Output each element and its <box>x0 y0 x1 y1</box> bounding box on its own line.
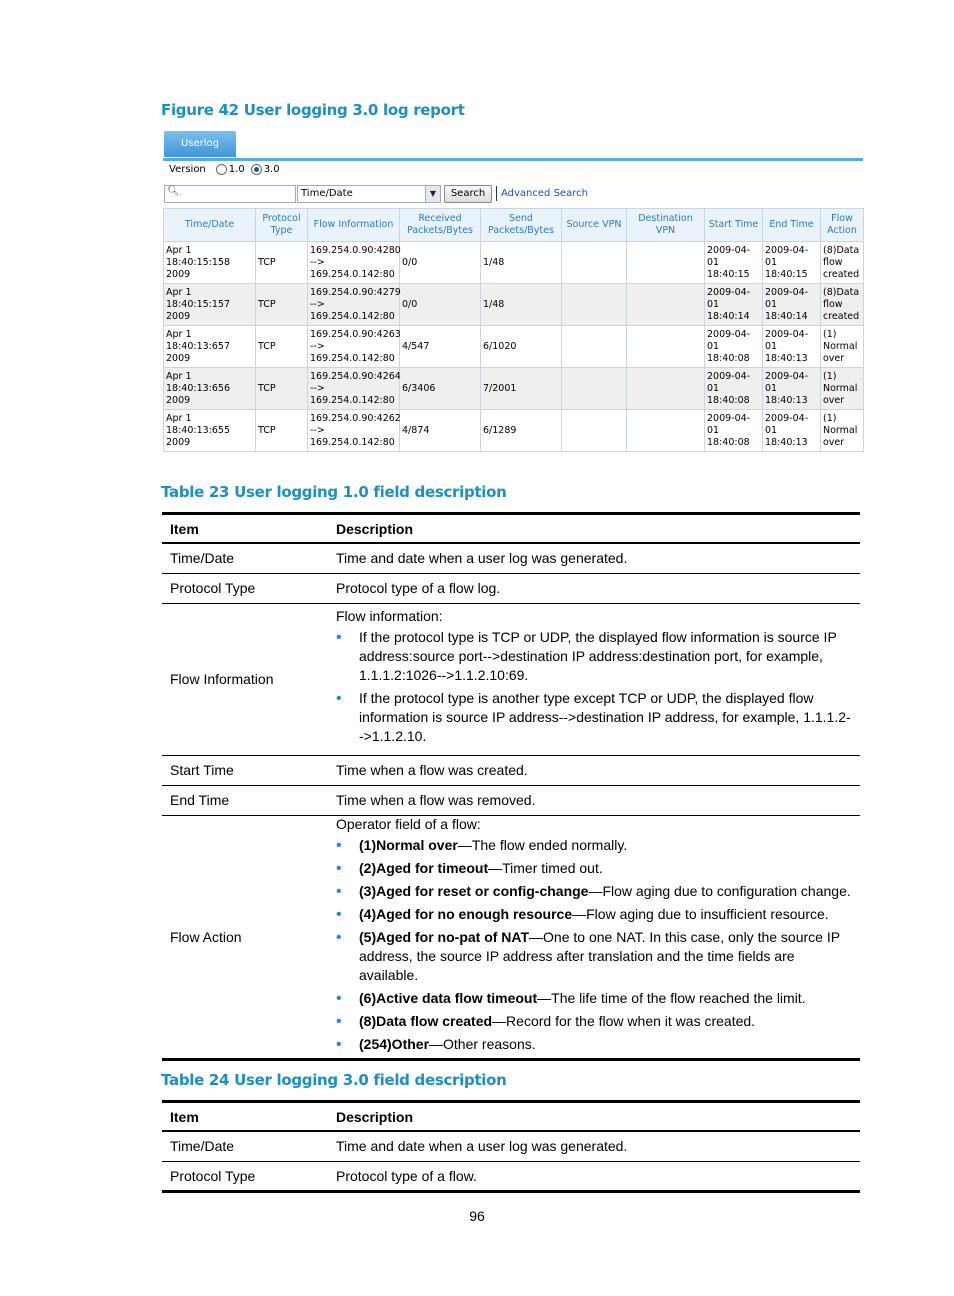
header-item: Item <box>162 1102 328 1132</box>
table-cell: 1/48 <box>481 242 562 284</box>
version-label: Version <box>169 164 206 175</box>
radio-version-3-label: 3.0 <box>263 164 280 175</box>
term: (4)Aged for no enough resource <box>359 905 573 922</box>
table-cell: 6/1289 <box>481 410 562 452</box>
table-row <box>164 242 864 284</box>
description-cell: Protocol type of a flow. <box>328 1161 860 1191</box>
term-text: —One to one NAT. In this case, only the source IP address, the source IP address after translation and the time fields are available. <box>359 928 840 983</box>
table-cell <box>562 326 627 368</box>
table-cell: TCP <box>256 410 308 452</box>
list-item <box>336 882 852 901</box>
column-header[interactable]: Time/Date <box>164 209 256 242</box>
table23 <box>162 512 860 1061</box>
table-cell: 2009-04-01 18:40:13 <box>763 326 821 368</box>
description-intro: Operator field of a flow: <box>336 815 481 832</box>
table23-caption: Table 23 User logging 1.0 field description <box>161 483 507 501</box>
table-cell: 169.254.0.90:4264 --> 169.254.0.142:80 <box>308 368 400 410</box>
table-cell: (1) Normal over <box>821 326 864 368</box>
table-cell: Apr 1 18:40:13:655 2009 <box>164 410 256 452</box>
table-cell <box>627 410 705 452</box>
chevron-down-icon[interactable]: ▼ <box>425 186 440 202</box>
bullet-list <box>336 836 852 1054</box>
radio-version-3[interactable] <box>251 164 262 175</box>
table24-caption: Table 24 User logging 3.0 field description <box>161 1071 507 1089</box>
table-row <box>162 543 860 573</box>
table-row <box>162 1131 860 1161</box>
term: (3)Aged for reset or config-change <box>359 882 589 899</box>
table-cell: 2009-04-01 18:40:08 <box>705 326 763 368</box>
item-cell: Start Time <box>162 755 328 785</box>
column-header[interactable]: Protocol Type <box>256 209 308 242</box>
list-item <box>336 859 852 878</box>
search-icon: 🔍︎ <box>167 186 180 197</box>
list-item <box>336 905 852 924</box>
description-intro: Flow information: <box>336 608 443 624</box>
table-cell: TCP <box>256 368 308 410</box>
table-cell: 2009-04-01 18:40:08 <box>705 368 763 410</box>
field-select-value: Time/Date <box>301 188 353 199</box>
header-item: Item <box>162 514 328 544</box>
table-cell: 2009-04-01 18:40:15 <box>763 242 821 284</box>
table-header-row <box>162 1102 860 1132</box>
item-cell: Protocol Type <box>162 1161 328 1191</box>
term: (5)Aged for no-pat of NAT <box>359 928 530 945</box>
page-number: 96 <box>469 1208 485 1224</box>
table-cell: (8)Data flow created <box>821 284 864 326</box>
term: (8)Data flow created <box>359 1012 493 1029</box>
version-selector <box>169 164 280 175</box>
table-cell: 169.254.0.90:4262 --> 169.254.0.142:80 <box>308 410 400 452</box>
table-cell: Apr 1 18:40:13:656 2009 <box>164 368 256 410</box>
log-table <box>163 208 864 452</box>
table-cell: 6/1020 <box>481 326 562 368</box>
header-description: Description <box>328 514 860 544</box>
bullet-list <box>336 628 852 746</box>
list-item <box>336 989 852 1008</box>
column-header[interactable]: Source VPN <box>562 209 627 242</box>
table-row <box>162 815 860 1059</box>
table-cell: (8)Data flow created <box>821 242 864 284</box>
table-cell: 169.254.0.90:4263 --> 169.254.0.142:80 <box>308 326 400 368</box>
tab-userlog[interactable]: Userlog <box>164 131 236 157</box>
item-cell: End Time <box>162 785 328 815</box>
term-text: —Timer timed out. <box>488 859 603 876</box>
table-cell: 2009-04-01 18:40:13 <box>763 368 821 410</box>
item-cell: Protocol Type <box>162 573 328 603</box>
table-cell <box>562 284 627 326</box>
table-row <box>162 785 860 815</box>
search-bar <box>163 185 863 203</box>
table-cell <box>627 242 705 284</box>
table24 <box>162 1100 860 1193</box>
description-cell <box>328 603 860 755</box>
list-item: • If the protocol type is another type except TCP or UDP, the displayed flow information is source IP address-->destination IP address, for example, 1.1.1.2-->1.1.2.10. <box>336 689 852 746</box>
table-cell <box>627 326 705 368</box>
list-item <box>336 836 852 855</box>
table-cell <box>562 410 627 452</box>
table-cell: 1/48 <box>481 284 562 326</box>
table-row <box>162 1161 860 1191</box>
table-header-row <box>162 514 860 544</box>
radio-version-1-label: 1.0 <box>228 164 245 175</box>
term-text: —The flow ended normally. <box>457 836 628 853</box>
table-cell: 2009-04-01 18:40:13 <box>763 410 821 452</box>
column-header[interactable]: End Time <box>763 209 821 242</box>
term-text: —Other reasons. <box>429 1035 536 1052</box>
column-header[interactable]: Send Packets/Bytes <box>481 209 562 242</box>
radio-version-1[interactable] <box>216 164 227 175</box>
list-item <box>336 1012 852 1031</box>
table-cell: 6/3406 <box>400 368 481 410</box>
table-cell <box>562 242 627 284</box>
log-table-header <box>164 209 864 242</box>
figure-caption: Figure 42 User logging 3.0 log report <box>161 101 465 119</box>
column-header[interactable]: Destination VPN <box>627 209 705 242</box>
list-item <box>336 1035 852 1054</box>
description-cell: Protocol type of a flow log. <box>328 573 860 603</box>
term: (6)Active data flow timeout <box>359 989 538 1006</box>
table-row <box>164 368 864 410</box>
table-row <box>164 410 864 452</box>
table-cell: 2009-04-01 18:40:14 <box>705 284 763 326</box>
table-cell: 2009-04-01 18:40:15 <box>705 242 763 284</box>
table-cell: 2009-04-01 18:40:14 <box>763 284 821 326</box>
search-button[interactable]: Search <box>444 185 492 203</box>
table-cell: 0/0 <box>400 242 481 284</box>
table-cell: 0/0 <box>400 284 481 326</box>
term-text: —Record for the flow when it was created. <box>492 1012 756 1029</box>
table-cell <box>562 368 627 410</box>
column-header[interactable]: Flow Action <box>821 209 864 242</box>
column-header[interactable]: Flow Information <box>308 209 400 242</box>
table-cell <box>627 284 705 326</box>
table-cell: 2009-04-01 18:40:08 <box>705 410 763 452</box>
description-cell <box>328 815 860 1059</box>
table-row <box>162 603 860 755</box>
column-header[interactable]: Received Packets/Bytes <box>400 209 481 242</box>
userlog-screenshot <box>163 130 863 454</box>
list-item: • If the protocol type is TCP or UDP, the displayed flow information is source IP address:source port-->destination IP address:destination port, for example, 1.1.1.2:1026-->1.1.2.10:69. <box>336 628 852 685</box>
field-select[interactable] <box>297 185 441 203</box>
table-cell: (1) Normal over <box>821 410 864 452</box>
divider <box>496 186 497 201</box>
table-cell: Apr 1 18:40:15:157 2009 <box>164 284 256 326</box>
term: (1)Normal over <box>359 836 458 853</box>
table-cell: (1) Normal over <box>821 368 864 410</box>
term-text: —Flow aging due to insufficient resource. <box>572 905 829 922</box>
table-cell: TCP <box>256 326 308 368</box>
table-cell: 7/2001 <box>481 368 562 410</box>
table-cell: TCP <box>256 242 308 284</box>
table-row <box>162 573 860 603</box>
advanced-search-link[interactable]: Advanced Search <box>501 188 588 199</box>
item-cell: Flow Action <box>162 815 328 1059</box>
header-description: Description <box>328 1102 860 1132</box>
item-cell: Time/Date <box>162 543 328 573</box>
term-text: —The life time of the flow reached the limit. <box>537 989 806 1006</box>
table-cell: 4/874 <box>400 410 481 452</box>
table-cell: 169.254.0.90:4279 --> 169.254.0.142:80 <box>308 284 400 326</box>
table-cell: TCP <box>256 284 308 326</box>
term: (2)Aged for timeout <box>359 859 489 876</box>
item-cell: Time/Date <box>162 1131 328 1161</box>
description-cell: Time when a flow was removed. <box>328 785 860 815</box>
table-cell: 169.254.0.90:4280 --> 169.254.0.142:80 <box>308 242 400 284</box>
table-row <box>164 284 864 326</box>
tab-strip <box>163 130 863 161</box>
description-cell: Time and date when a user log was generated. <box>328 1131 860 1161</box>
column-header[interactable]: Start Time <box>705 209 763 242</box>
term: (254)Other <box>359 1035 430 1052</box>
keyword-input[interactable] <box>164 185 296 203</box>
description-cell: Time when a flow was created. <box>328 755 860 785</box>
table-row <box>162 755 860 785</box>
list-item <box>336 928 852 985</box>
table-cell: Apr 1 18:40:15:158 2009 <box>164 242 256 284</box>
table-cell <box>627 368 705 410</box>
table-cell: 4/547 <box>400 326 481 368</box>
table-row <box>164 326 864 368</box>
table-cell: Apr 1 18:40:13:657 2009 <box>164 326 256 368</box>
description-cell: Time and date when a user log was generated. <box>328 543 860 573</box>
item-cell: Flow Information <box>162 603 328 755</box>
term-text: —Flow aging due to configuration change. <box>588 882 851 899</box>
